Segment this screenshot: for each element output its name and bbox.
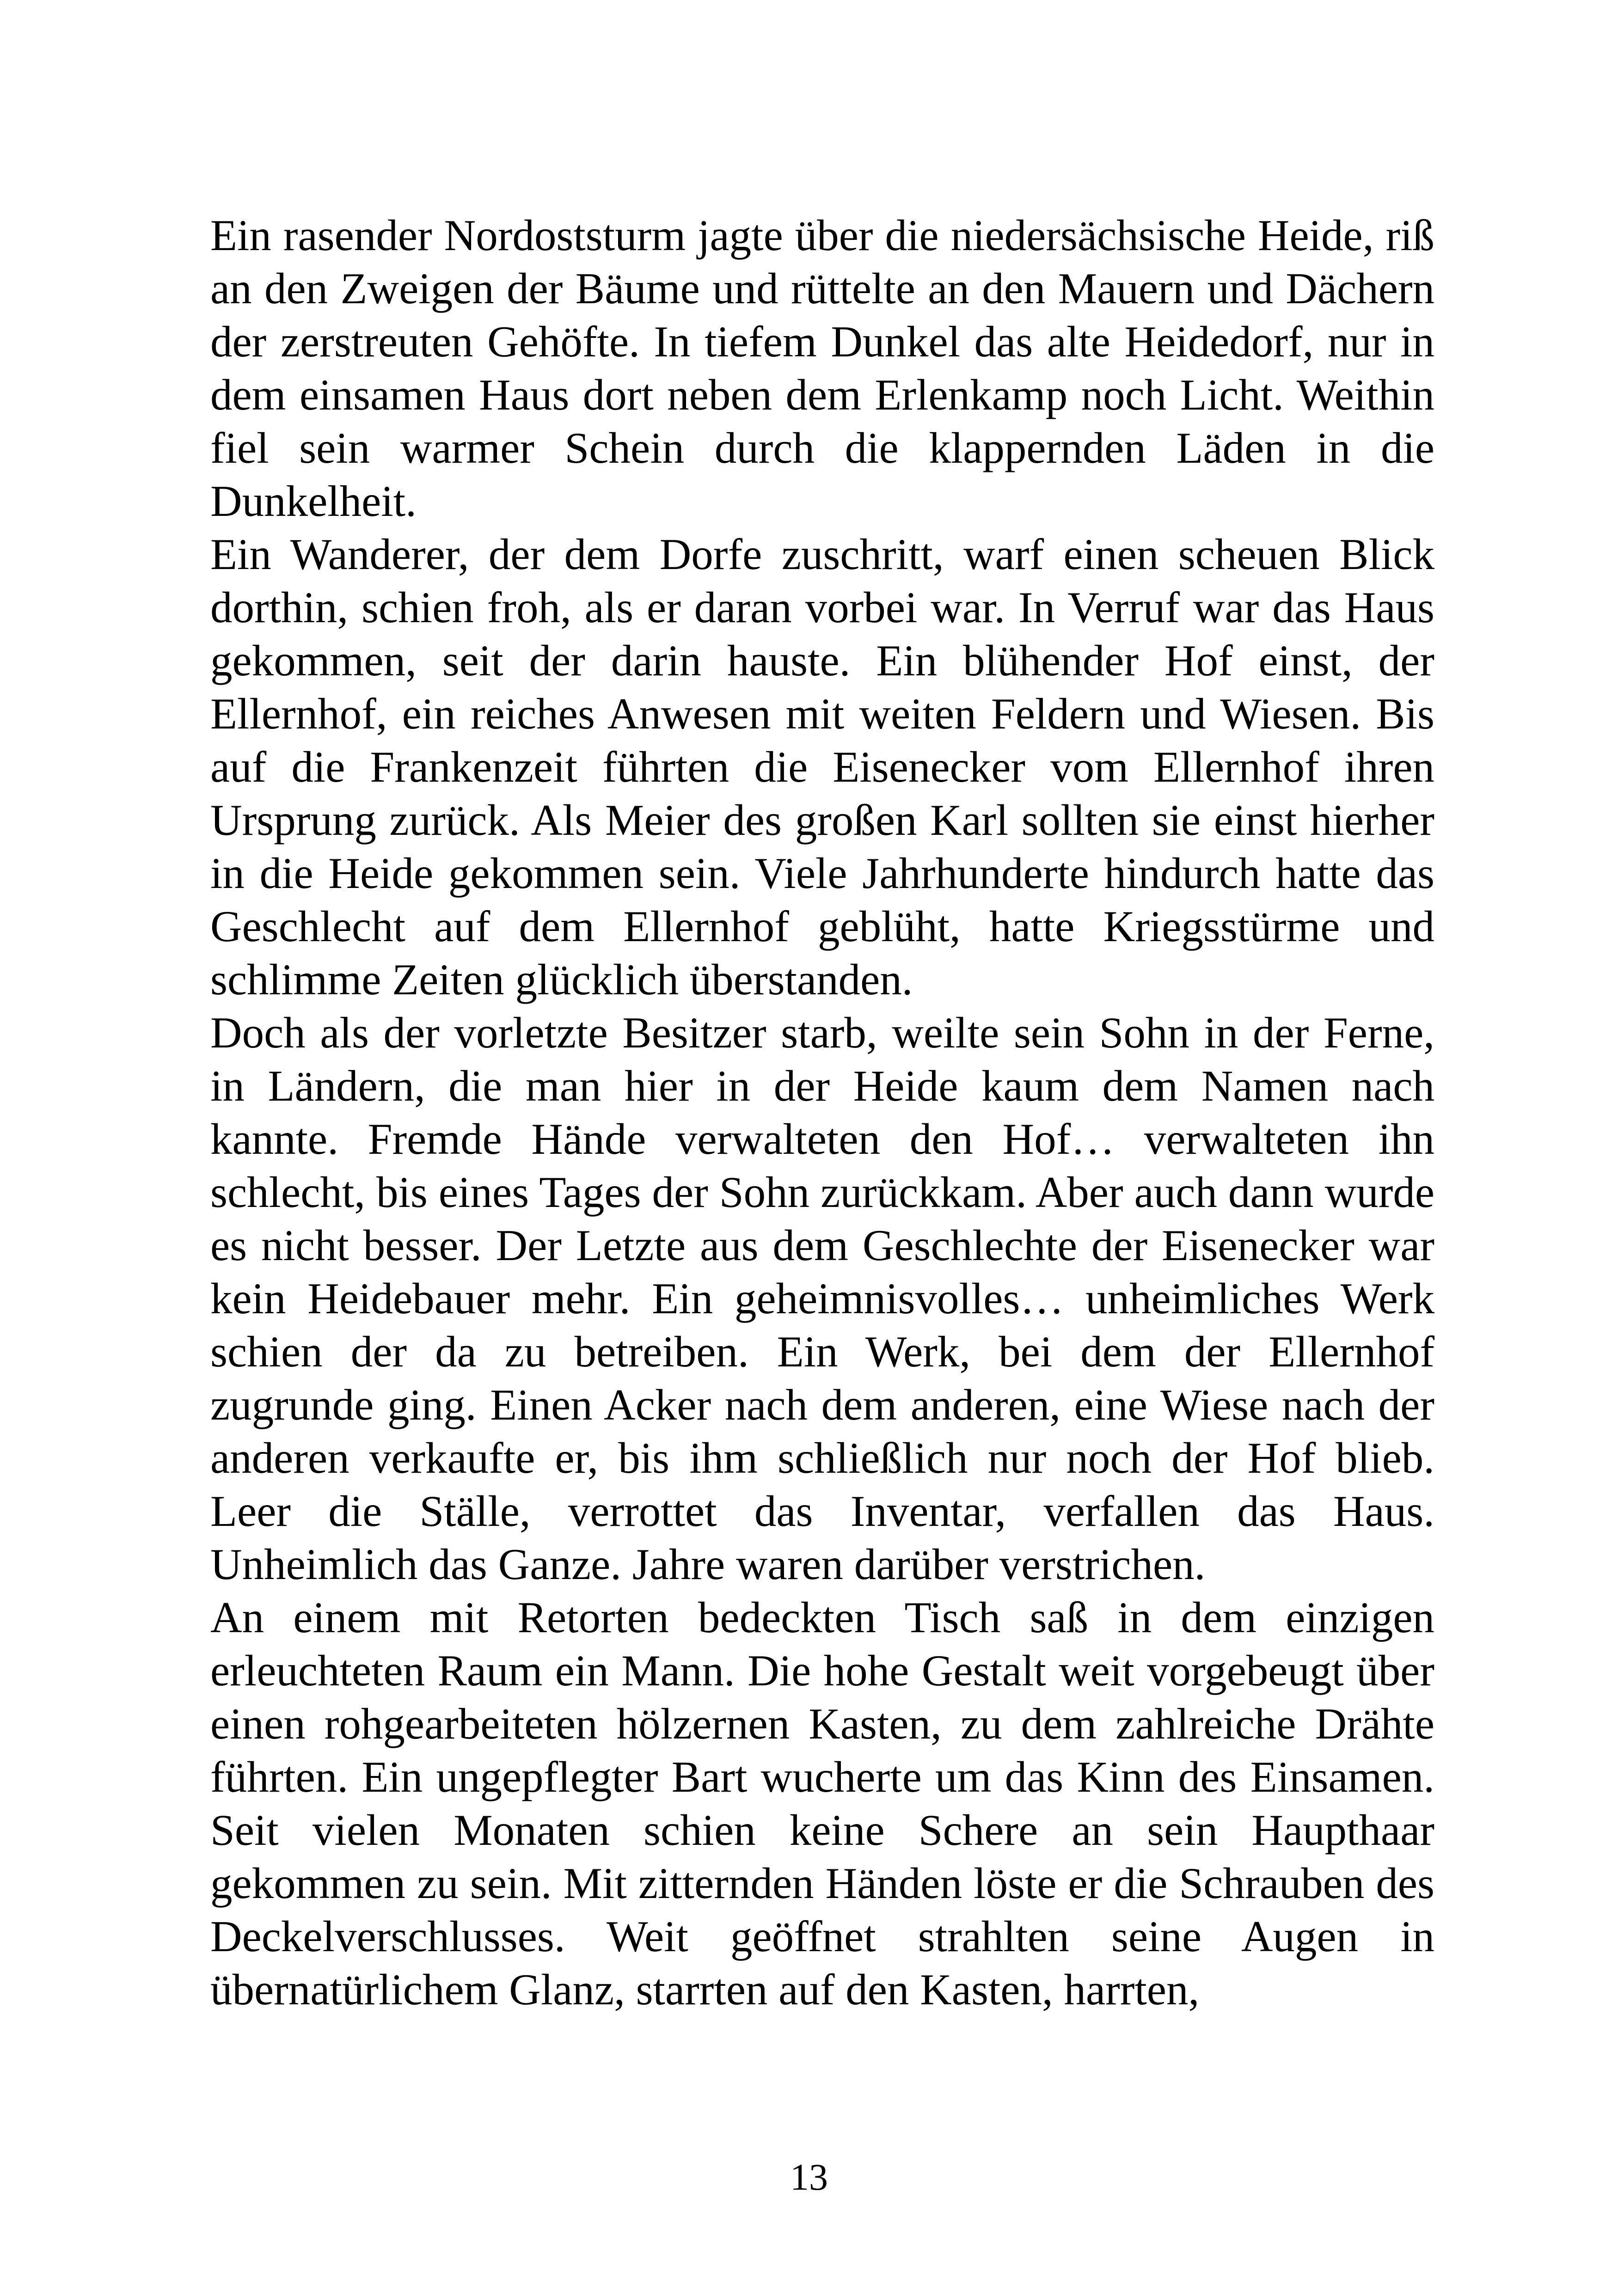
body-text	[210, 209, 1434, 2016]
page-number: 13	[790, 2156, 828, 2198]
paragraph-2: Ein Wanderer, der dem Dorfe zuschritt, warf einen scheuen Blick dorthin, schien froh, als er daran vorbei war. In Verruf war das Haus gekommen, seit der darin hauste. Ein blühender Hof einst, der Ellernhof, ein reiches Anwesen mit weiten Feldern und Wiesen. Bis auf die Frankenzeit führten die Eisenecker vom Ellernhof ihren Ursprung zurück. Als Meier des großen Karl sollten sie einst hierher in die Heide gekommen sein. Viele Jahrhunderte hindurch hatte das Geschlecht auf dem Ellernhof geblüht, hatte Kriegsstürme und schlimme Zeiten glücklich überstanden.	[210, 530, 1434, 1004]
paragraph-1: Ein rasender Nordoststurm jagte über die niedersächsische Heide, riß an den Zweigen der Bäume und rüttelte an den Mauern und Dächern der zerstreuten Gehöfte. In tiefem Dunkel das alte Heidedorf, nur in dem einsamen Haus dort neben dem Erlenkamp noch Licht. Weithin fiel sein warmer Schein durch die klappernden Läden in die Dunkelheit.	[210, 211, 1434, 526]
paragraph-3: Doch als der vorletzte Besitzer starb, weilte sein Sohn in der Ferne, in Ländern, die man hier in der Heide kaum dem Namen nach kannte. Fremde Hände verwalteten den Hof… verwalteten ihn schlecht, bis eines Tages der Sohn zurückkam. Aber auch dann wurde es nicht besser. Der Letzte aus dem Geschlechte der Eisenecker war kein Heidebauer mehr. Ein geheimnisvolles… unheimliches Werk schien der da zu betreiben. Ein Werk, bei dem der Ellernhof zugrunde ging. Einen Acker nach dem anderen, eine Wiese nach der anderen verkaufte er, bis ihm schließlich nur noch der Hof blieb. Leer die Ställe, verrottet das Inventar, verfallen das Haus. Unheimlich das Ganze. Jahre waren darüber verstrichen.	[210, 1008, 1434, 1589]
paragraph-4: An einem mit Retorten bedeckten Tisch saß in dem einzigen erleuchteten Raum ein Mann. Die hohe Gestalt weit vorgebeugt über einen rohgearbeiteten hölzernen Kasten, zu dem zahlreiche Drähte führten. Ein ungepflegter Bart wucherte um das Kinn des Einsamen. Seit vielen Monaten schien keine Schere an sein Haupthaar gekommen zu sein. Mit zitternden Händen löste er die Schrauben des Deckelverschlusses. Weit geöffnet strahlten seine Augen in übernatürlichem Glanz, starrten auf den Kasten, harrten,	[210, 1593, 1434, 2014]
